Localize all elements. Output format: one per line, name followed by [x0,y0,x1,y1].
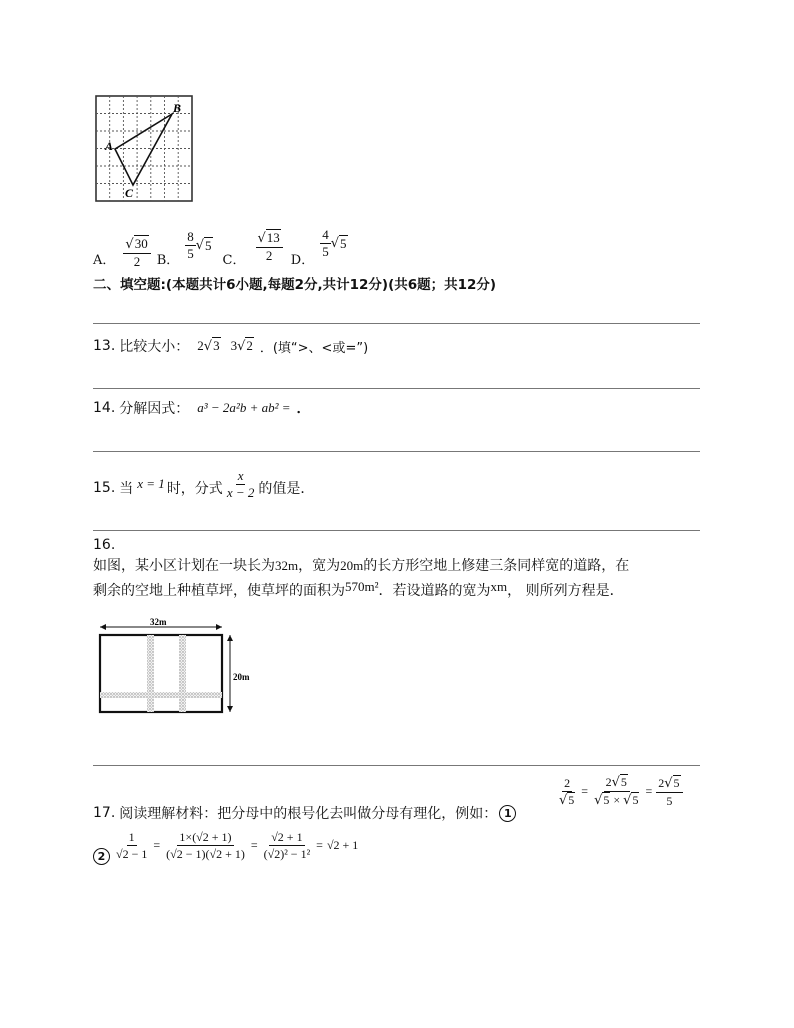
q17-example-1: $\frac{2}{√5}$ = $\frac{2√5}{√5 \times √5}$ = $\frac{2√5}{5}$ [557,774,683,809]
q14-prompt: 分解因式： [119,401,190,417]
vertex-c-label: C [125,186,134,200]
q15-number: 15. [93,480,116,496]
option-b-value: $\frac{8}{5}$ √ 5 [187,229,212,261]
option-d-value: $\frac{4}{5}$ √ 5 [322,227,347,259]
rectangle-field-figure [95,615,260,725]
divider-4 [93,530,700,531]
q16-line-2: 剩余的空地上种植草坪，使草坪的面积为570m²．若设道路的宽为xm， 则所列方程是． [93,579,624,599]
option-b-label: B． [156,253,180,268]
q13-number: 13. [93,338,116,354]
length-label: 32m [150,617,167,627]
section-heading: 二、填空题:(本题共计6小题,每题2分,共计12分)(共6题；共12分) [93,277,497,293]
q15-condition: x = 1 [137,476,165,491]
q13-tail: ．(填“>、<或=”) [259,340,369,356]
question-15 [93,456,314,512]
option-d-label: D． [290,253,315,268]
question-13 [93,336,368,356]
q15-prefix: 当 [119,481,134,497]
q13-prompt: 比较大小： [119,339,190,355]
q14-expression: a³ − 2a²b + ab² = [197,400,291,415]
option-a-value: $\frac{√30}{2}$ [123,236,150,270]
q12-options [93,226,348,270]
q14-number: 14. [93,400,116,416]
q15-fraction: $\frac{x}{x - 2}$ [226,467,255,500]
q17-text: 阅读理解材料：把分母中的根号化去叫做分母有理化，例如： [119,806,498,822]
option-c-value: $\frac{√13}{2}$ [256,230,283,264]
divider-2 [93,388,700,389]
q16-number: 16. [93,537,116,553]
option-a-label: A． [93,253,116,268]
q17-intro [93,803,516,823]
example-2-marker: 2 [93,848,110,865]
q15-mid: 时，分式 [166,481,223,497]
q13-expr-right: 3√2 [230,338,253,354]
q16-line-1: 如图，某小区计划在一块长为32m，宽为20m的长方形空地上修建三条同样宽的道路，在 [93,558,630,574]
width-label: 20m [233,672,250,682]
divider-5 [93,765,700,766]
q17-example-2: 2 $\frac{1}{√2 - 1}$ = $\frac{1\times(√2 + 1)}{(√2 - 1)(√2 + 1)}$ = $\frac{√2 + 1}{\text{(√2)² − 1²}}$ = √2 + 1 [93,826,358,865]
vertex-a-label: A [105,139,114,153]
example-1-marker: 1 [499,805,516,822]
option-c-label: C． [222,253,246,268]
divider-3 [93,451,700,452]
q15-suffix: 的值是． [258,481,315,497]
vertex-b-label: B [173,101,182,115]
triangle-grid-figure [95,95,195,205]
divider-1 [93,323,700,324]
q14-tail: ． [296,401,311,417]
q13-expr-left: 2√3 [197,338,220,354]
q17-number: 17. [93,805,116,821]
question-14 [93,398,311,418]
